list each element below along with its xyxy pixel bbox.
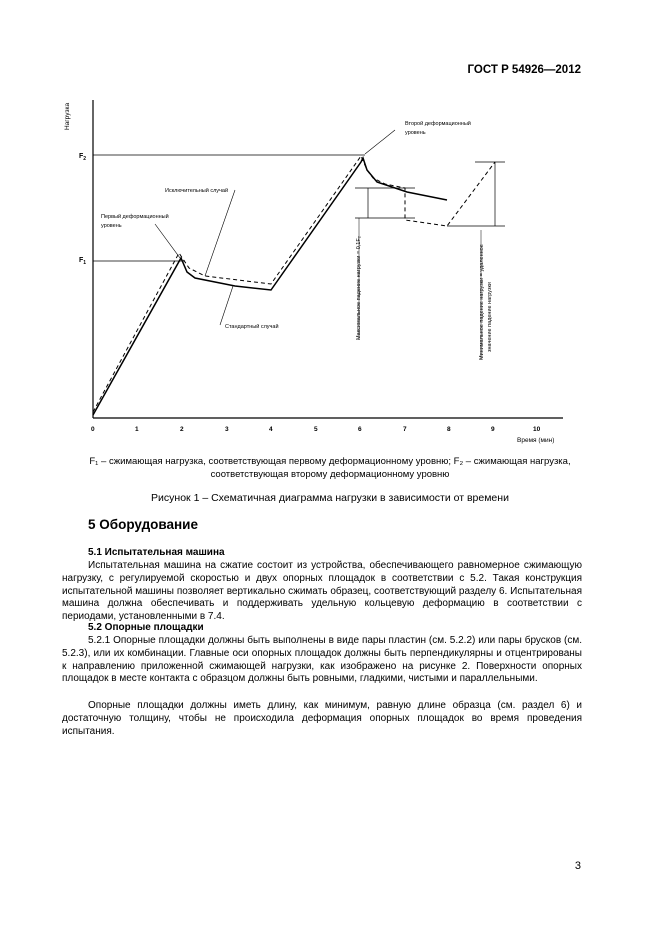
figure-legend <box>60 455 600 481</box>
x-axis-label: Время (мин) <box>517 437 555 444</box>
document-code: ГОСТ Р 54926—2012 <box>467 64 581 76</box>
subsection-5-2-1b-text: Опорные площадки должны иметь длину, как минимум, равную длине образца (см. раздел 6) и достаточную толщину, чтобы не происходила деформация опорных площадок во время проведения испытания. <box>62 700 582 737</box>
figure-caption: Рисунок 1 – Схематичная диаграмма нагрузки в зависимости от времени <box>151 492 509 504</box>
x-tick-10: 10 <box>533 426 541 433</box>
diagram-svg <box>55 90 585 450</box>
subsection-5-2-1-text: 5.2.1 Опорные площадки должны быть выполнены в виде пары пластин (см. 5.2.2) или пары брусков (см. 5.2.3), или их комбинации. Главные оси опорных площадок должны быть перпендикулярны и отцентрированы к направлению приложенной сжимающей нагрузки, как изображено на рисунке 2. Поверхности опорных площадок в месте контакта с образцом должны быть ровными, гладкими, чистыми и параллельными. <box>62 635 582 685</box>
exceptional-curve <box>93 156 495 412</box>
x-tick-0: 0 <box>91 426 95 433</box>
x-tick-8: 8 <box>447 426 451 433</box>
first-level-label-2: уровень <box>101 223 122 229</box>
page-number: 3 <box>574 860 581 872</box>
section-title: 5 Оборудование <box>88 517 198 532</box>
legend-line-2: соответствующая второму деформационному уровню <box>210 469 450 480</box>
x-tick-7: 7 <box>403 426 407 433</box>
f2-label: $F_2$ <box>79 153 87 162</box>
subsection-5-1-title: 5.1 Испытательная машина <box>88 547 225 558</box>
max-drop-label: Максимальное падение нагрузки = 0,1F₂ <box>356 236 362 340</box>
x-tick-3: 3 <box>225 426 229 433</box>
x-tick-4: 4 <box>269 426 273 433</box>
x-ticks <box>91 426 541 433</box>
standard-case-label: Стандартный случай <box>225 324 279 330</box>
x-tick-1: 1 <box>135 426 139 433</box>
subsection-5-2-title: 5.2 Опорные площадки <box>88 622 204 633</box>
exceptional-case-label: Исключительный случай <box>165 188 229 194</box>
legend-line-1: F₁ – сжимающая нагрузка, соответствующая первому деформационному уровню; F₂ – сжимающая нагрузка, <box>89 456 571 467</box>
first-level-label-1: Первый деформационный <box>101 214 169 220</box>
f1-label: $F_1$ <box>79 257 87 266</box>
standard-curve <box>93 158 447 415</box>
second-level-label-1: Второй деформационный <box>405 121 471 127</box>
x-tick-5: 5 <box>314 426 318 433</box>
min-drop-label-1: Минимальное падение нагрузки = удаленное <box>479 244 485 360</box>
y-axis-label: Нагрузка <box>64 102 71 130</box>
second-level-label-2: уровень <box>405 130 426 136</box>
x-tick-6: 6 <box>358 426 362 433</box>
subsection-5-1-text: Испытательная машина на сжатие состоит из устройства, обеспечивающего равномерное сжимающую нагрузку, с регулируемой скоростью и двух опорных площадок в соответствии с 5.2. Такая конструкция испытательной машины позволяет вертикально сжимать образец, соответствующий разделу 6. Испытательная машина должна обеспечивать и поддерживать удельную кольцевую деформацию в соответствии с периодами, установленными в 7.4. <box>62 560 582 623</box>
min-drop-label-2: значение падение нагрузки <box>487 282 493 352</box>
x-tick-9: 9 <box>491 426 495 433</box>
x-tick-2: 2 <box>180 426 184 433</box>
load-time-diagram <box>55 90 585 450</box>
